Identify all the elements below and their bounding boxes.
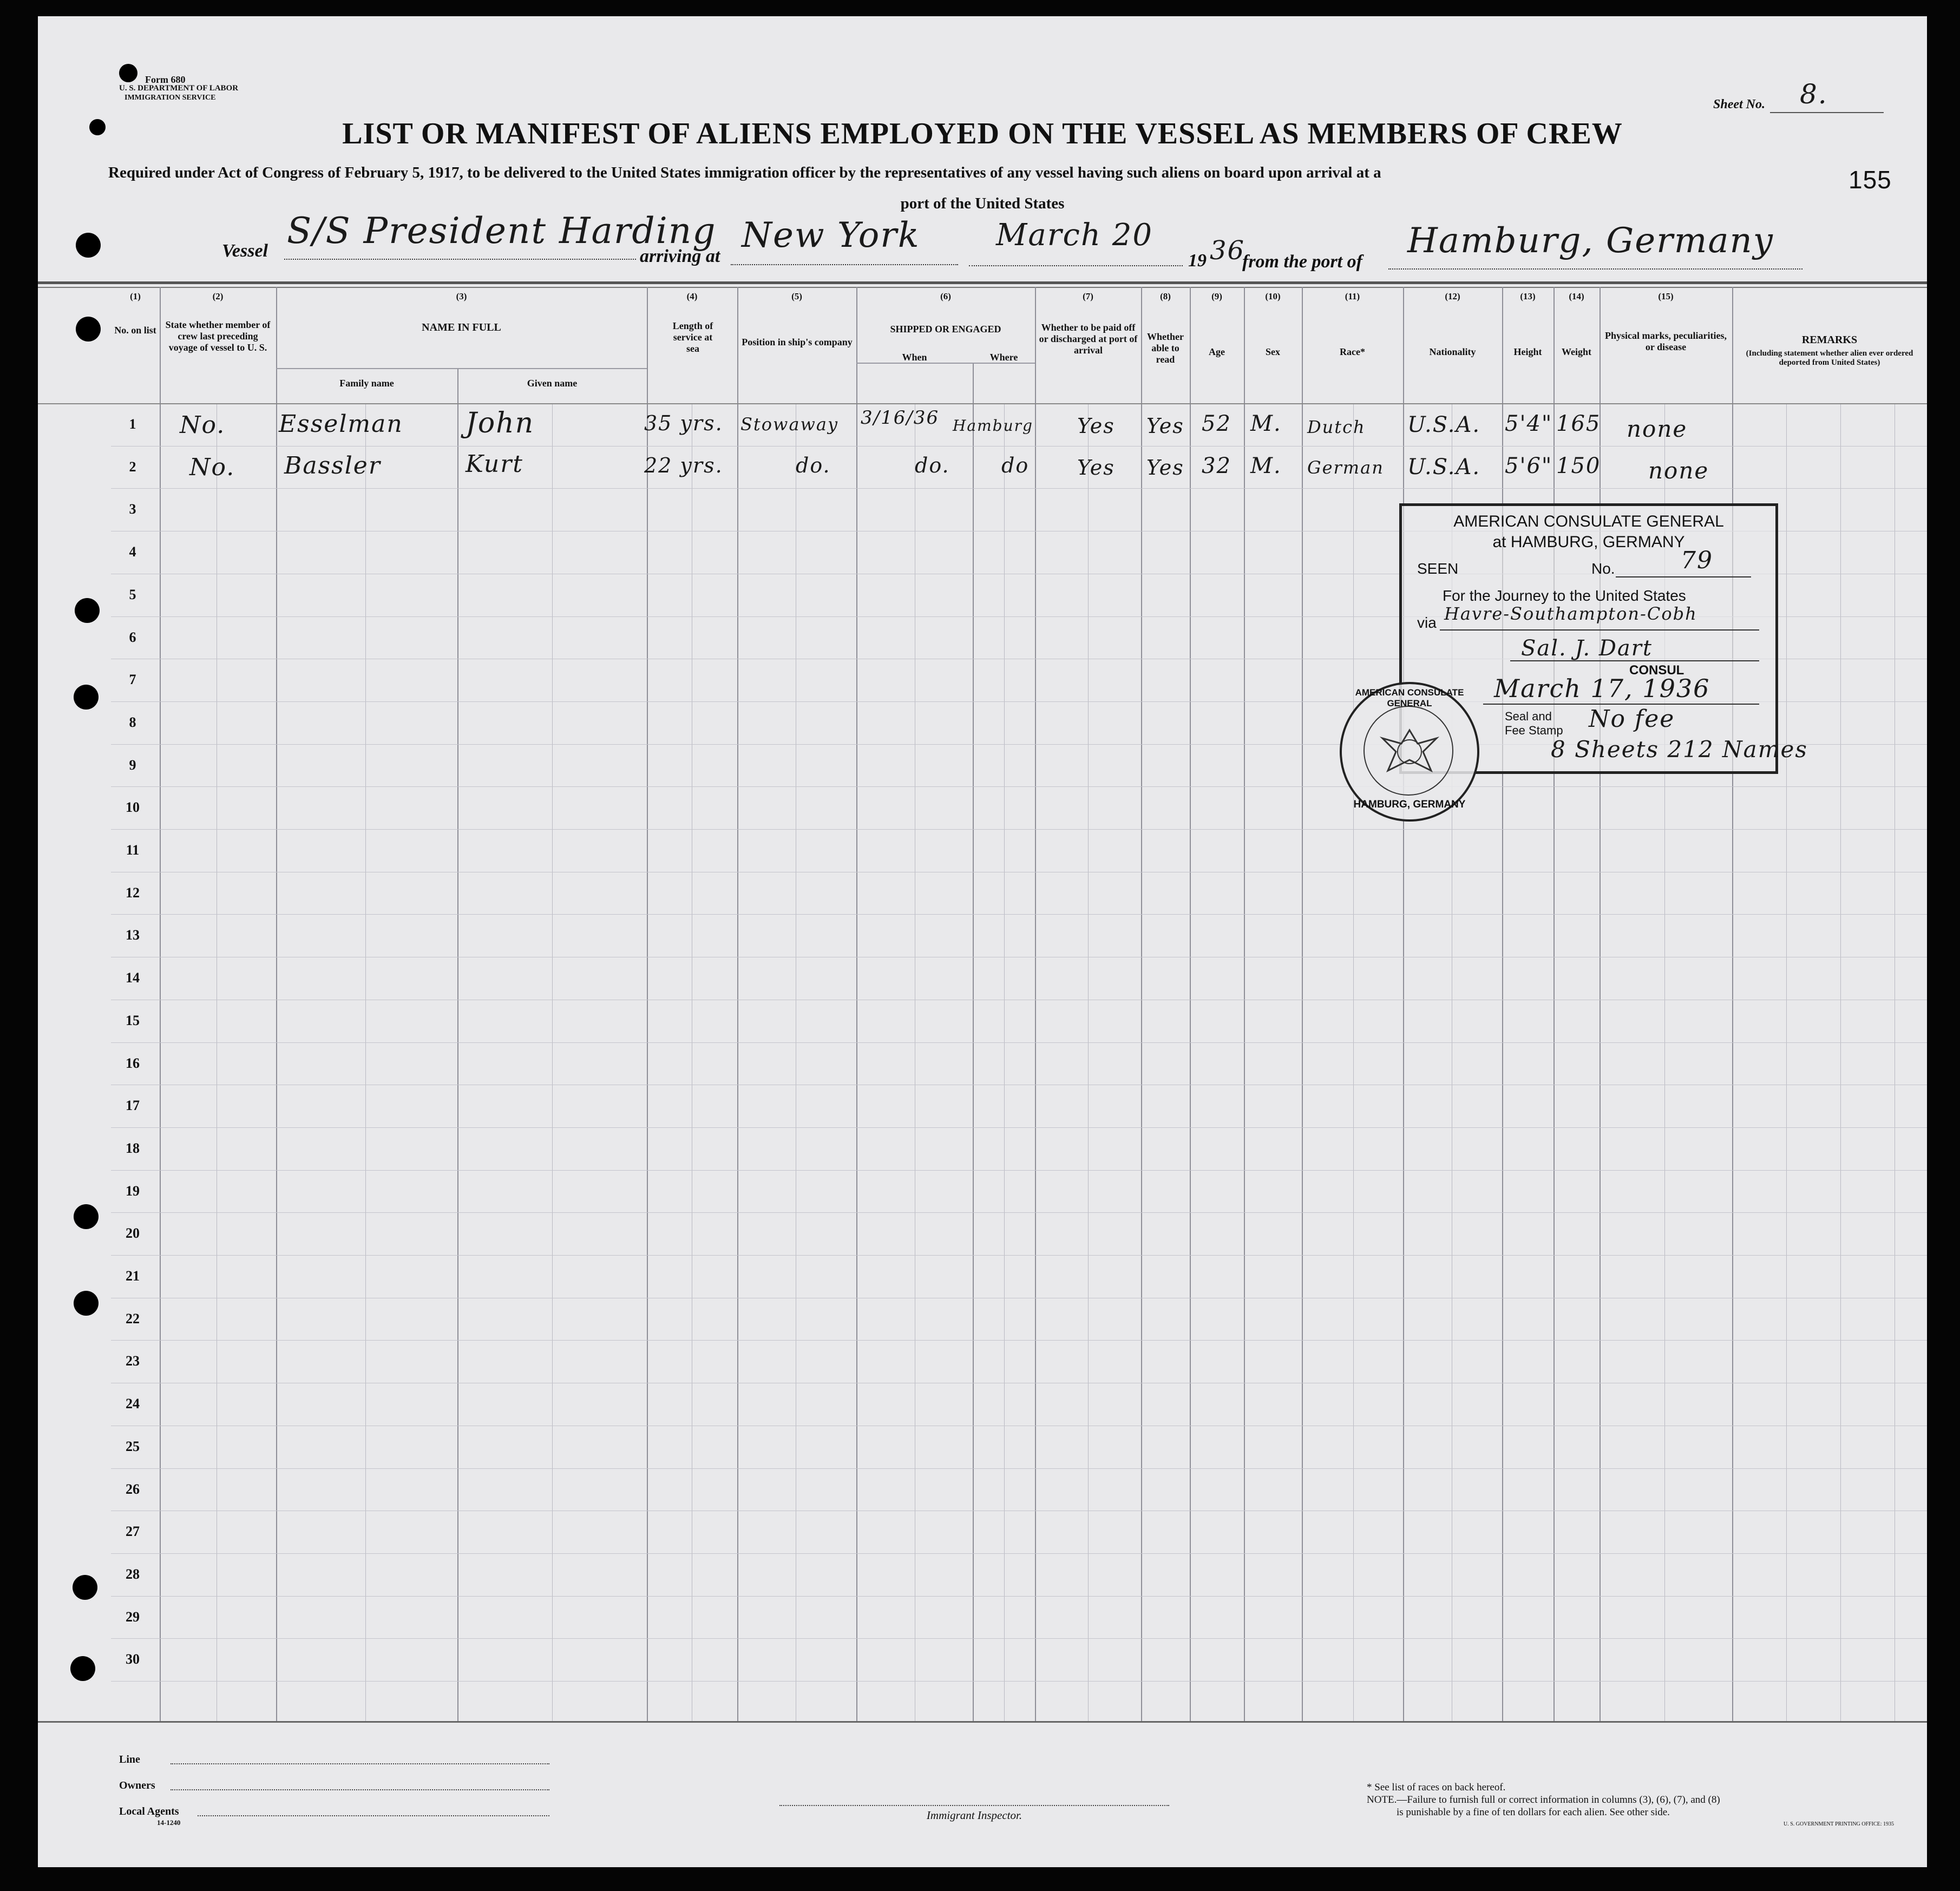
col-num-14: (14) <box>1569 291 1584 301</box>
row-number: 22 <box>126 1310 140 1327</box>
nationality-cell: U.S.A. <box>1407 455 1481 480</box>
col-header-marks: Physical marks, peculiarities, or disease <box>1605 330 1727 352</box>
given-name-cell: Kurt <box>466 450 523 478</box>
arrival-port: New York <box>742 215 920 255</box>
row-number: 19 <box>126 1183 140 1199</box>
table-top-rule-2 <box>38 287 1927 288</box>
service-cell: 22 yrs. <box>644 454 723 477</box>
race-note: * See list of races on back hereof. <box>1367 1782 1506 1793</box>
footer-agents-label: Local Agents <box>119 1805 179 1817</box>
seal-text-bottom: HAMBURG, GERMANY <box>1353 799 1466 810</box>
col-header-nationality: Nationality <box>1429 346 1476 357</box>
read-cell: Yes <box>1146 456 1184 480</box>
arrival-date: March 20 <box>996 218 1153 253</box>
footer-line-field <box>171 1763 549 1764</box>
age-cell: 32 <box>1202 454 1231 478</box>
height-cell: 5'4" <box>1505 411 1553 436</box>
col-header-remarks-note: (Including statement whether alien ever ordered deported from United States) <box>1746 349 1913 367</box>
col-header-family: Family name <box>339 378 394 389</box>
row-number: 21 <box>126 1268 140 1284</box>
from-label: from the port of <box>1242 252 1362 272</box>
col-num-15: (15) <box>1658 291 1674 301</box>
row-number: 5 <box>129 586 136 602</box>
punch-hole <box>74 685 99 710</box>
col-header-height: Height <box>1513 346 1542 357</box>
row-number: 3 <box>129 501 136 517</box>
row-number: 16 <box>126 1055 140 1071</box>
position-cell: Stowaway <box>740 414 839 435</box>
punch-hole <box>119 64 137 82</box>
row-rule <box>111 829 1927 830</box>
row-number: 27 <box>126 1524 140 1540</box>
row-rule <box>111 1212 1927 1213</box>
arriving-field <box>731 264 958 265</box>
col-line <box>276 287 277 1721</box>
sex-cell: M. <box>1250 454 1282 478</box>
grid-line <box>365 403 366 1721</box>
prev-voyage-cell: No. <box>180 411 226 439</box>
form-number: Form 680 <box>145 74 186 85</box>
service-name: IMMIGRATION SERVICE <box>124 94 216 102</box>
row-rule <box>111 1638 1927 1639</box>
col-num-4: (4) <box>686 291 698 301</box>
stamp-seal-label: Seal and Fee Stamp <box>1505 710 1563 737</box>
stamp-title: AMERICAN CONSULATE GENERAL <box>1453 513 1724 530</box>
row-number: 8 <box>129 714 136 730</box>
col-header-where: Where <box>989 352 1018 363</box>
paid-off-cell: Yes <box>1077 456 1115 480</box>
stamp-via-label: via <box>1417 614 1437 631</box>
row-number: 20 <box>126 1225 140 1242</box>
row-number: 4 <box>129 544 136 560</box>
row-rule <box>111 446 1927 447</box>
from-field <box>1388 268 1802 270</box>
row-rule <box>111 1127 1927 1128</box>
grid-line <box>552 403 553 1721</box>
row-number: 25 <box>126 1438 140 1454</box>
when-cell: 3/16/36 <box>861 407 940 429</box>
punch-hole <box>76 233 101 258</box>
footer-agents-field <box>198 1815 549 1816</box>
col-header-position: Position in ship's company <box>742 337 853 347</box>
row-number: 11 <box>126 842 140 858</box>
grid-line <box>1840 403 1841 1721</box>
table-top-rule <box>38 281 1927 284</box>
col-num-10: (10) <box>1265 291 1281 301</box>
col-header-race: Race* <box>1340 346 1365 357</box>
row-number: 6 <box>129 629 136 645</box>
row-number: 2 <box>129 458 136 475</box>
col-num-2: (2) <box>212 291 224 301</box>
row-rule <box>111 1170 1927 1171</box>
penalty-note: NOTE.—Failure to furnish full or correct information in columns (3), (6), (7), and (8) <box>1367 1794 1720 1805</box>
col-header-no: No. on list <box>114 325 156 336</box>
punch-hole <box>74 1204 99 1229</box>
col-num-1: (1) <box>130 291 141 301</box>
row-number: 9 <box>129 757 136 773</box>
service-cell: 35 yrs. <box>644 411 723 435</box>
col-line <box>160 287 161 1721</box>
col-header-service: Length of service at sea <box>672 320 713 354</box>
nationality-cell: U.S.A. <box>1407 412 1481 437</box>
stamp-journey: For the Journey to the United States <box>1443 587 1686 604</box>
row-number: 18 <box>126 1140 140 1156</box>
header-bottom-rule <box>38 403 1927 404</box>
col-num-13: (13) <box>1520 291 1536 301</box>
given-name-cell: John <box>466 407 535 439</box>
row-rule <box>111 786 1927 787</box>
row-rule <box>111 1596 1927 1597</box>
punch-hole <box>70 1656 95 1681</box>
row-number: 14 <box>126 970 140 986</box>
stamp-no-field <box>1616 576 1751 577</box>
row-number: 28 <box>126 1566 140 1582</box>
stamp-consul: CONSUL <box>1629 663 1684 678</box>
punch-hole <box>76 317 101 342</box>
manifest-sheet <box>38 16 1927 1867</box>
stamp-sheets: 8 Sheets 212 Names <box>1551 736 1808 763</box>
paid-off-cell: Yes <box>1077 414 1115 438</box>
where-cell: Hamburg <box>953 417 1033 435</box>
row-number: 30 <box>126 1651 140 1667</box>
marks-cell: none <box>1627 416 1688 442</box>
footer-owners-field <box>171 1789 549 1790</box>
seal-text-top: AMERICAN CONSULATE GENERAL <box>1355 687 1464 708</box>
col-header-age: Age <box>1209 346 1225 357</box>
footer-agents-code: 14-1240 <box>157 1818 181 1827</box>
row-rule <box>111 1468 1927 1469</box>
grid-line <box>1088 403 1089 1721</box>
race-cell: German <box>1307 457 1384 478</box>
row-rule <box>111 1681 1927 1682</box>
family-name-cell: Esselman <box>279 410 403 438</box>
row-rule <box>111 488 1927 489</box>
family-name-cell: Bassler <box>284 452 381 480</box>
row-number: 15 <box>126 1012 140 1028</box>
inspector-label: Immigrant Inspector. <box>926 1809 1022 1822</box>
col-header-name: NAME IN FULL <box>422 321 501 333</box>
weight-cell: 150 <box>1556 454 1601 478</box>
col-header-weight: Weight <box>1561 346 1591 357</box>
marks-cell: none <box>1648 457 1709 484</box>
col-num-7: (7) <box>1083 291 1093 301</box>
col-num-11: (11) <box>1345 291 1360 301</box>
col-line <box>856 287 857 1721</box>
footer-line-label: Line <box>119 1754 140 1765</box>
col-num-6: (6) <box>940 291 951 301</box>
col-header-sex: Sex <box>1266 346 1280 357</box>
stamp-via: Havre-Southampton-Cobh <box>1444 603 1697 624</box>
col-line <box>1553 287 1555 1721</box>
punch-hole <box>74 1291 99 1316</box>
row-rule <box>111 1255 1927 1256</box>
col-line <box>737 287 738 1721</box>
col-header-paid-off: Whether to be paid off or discharged at port of arrival <box>1039 322 1138 356</box>
col-num-9: (9) <box>1211 291 1222 301</box>
arrival-year: 36 <box>1210 235 1246 266</box>
sheet-number: 8. <box>1800 78 1828 110</box>
grid-line <box>1004 403 1005 1721</box>
row-number: 26 <box>126 1481 140 1497</box>
stamp-no-label: No. <box>1591 560 1615 577</box>
penalty-note-2: is punishable by a fine of ten dollars for each alien. See other side. <box>1397 1807 1670 1818</box>
departure-port: Hamburg, Germany <box>1407 221 1774 261</box>
col-header-read: Whether able to read <box>1147 331 1184 365</box>
col-line <box>1502 287 1503 1721</box>
col-line <box>647 287 648 1721</box>
row-rule <box>111 1042 1927 1043</box>
height-cell: 5'6" <box>1505 454 1553 478</box>
consulate-seal <box>1340 682 1479 822</box>
stamp-fee: No fee <box>1589 705 1675 733</box>
row-rule <box>111 1553 1927 1554</box>
col-line <box>1035 287 1036 1721</box>
vessel-name: S/S President Harding <box>287 210 717 252</box>
age-cell: 52 <box>1202 411 1231 436</box>
when-cell: do. <box>915 454 950 477</box>
department-name: U. S. DEPARTMENT OF LABOR <box>119 84 239 93</box>
row-number: 1 <box>129 416 136 432</box>
col-header-prev-voyage: State whether member of crew last preceding voyage of vessel to U. S. <box>165 319 271 353</box>
row-rule <box>111 1340 1927 1341</box>
col-line <box>457 368 458 1721</box>
stamped-number: 155 <box>1848 166 1892 194</box>
act-statement: Required under Act of Congress of February 5, 1917, to be delivered to the United States immigration officer by the representatives of any vessel having such aliens on board upon arrival at a <box>108 164 1381 181</box>
col-line <box>1141 287 1142 1721</box>
row-number: 12 <box>126 884 140 901</box>
printer-imprint: U. S. GOVERNMENT PRINTING OFFICE: 1935 <box>1784 1821 1894 1827</box>
prev-voyage-cell: No. <box>189 454 235 481</box>
stamp-via-field <box>1440 629 1759 631</box>
stamp-date-field <box>1483 704 1759 705</box>
col-line <box>1732 287 1733 1721</box>
stamp-signature: Sal. J. Dart <box>1521 636 1653 661</box>
manifest-title: LIST OR MANIFEST OF ALIENS EMPLOYED ON THE VESSEL AS MEMBERS OF CREW <box>342 117 1623 150</box>
sex-cell: M. <box>1250 411 1282 436</box>
col-header-when: When <box>902 352 927 363</box>
col-num-5: (5) <box>791 291 802 301</box>
read-cell: Yes <box>1146 414 1184 438</box>
name-header-rule <box>276 368 647 369</box>
year-prefix: 19 <box>1188 251 1207 271</box>
position-cell: do. <box>796 454 831 477</box>
act-statement-2: port of the United States <box>900 195 1065 212</box>
stamp-seen: SEEN <box>1417 560 1459 577</box>
col-header-shipped: SHIPPED OR ENGAGED <box>890 324 1001 334</box>
col-header-remarks: REMARKS <box>1801 334 1858 346</box>
vessel-field <box>284 259 636 260</box>
row-number: 10 <box>126 799 140 816</box>
inspector-signature-field <box>779 1805 1169 1806</box>
col-line <box>1190 287 1191 1721</box>
date-field <box>969 265 1183 266</box>
col-line <box>1403 287 1404 1721</box>
vessel-label: Vessel <box>222 241 268 261</box>
row-number: 23 <box>126 1353 140 1369</box>
row-number: 17 <box>126 1098 140 1114</box>
stamp-number: 79 <box>1681 547 1713 574</box>
row-number: 7 <box>129 672 136 688</box>
arriving-label: arriving at <box>640 246 720 266</box>
race-cell: Dutch <box>1307 417 1366 437</box>
row-rule <box>111 914 1927 915</box>
col-num-8: (8) <box>1160 291 1171 301</box>
grid-line <box>1786 403 1787 1721</box>
col-line <box>1600 287 1601 1721</box>
where-cell: do <box>1001 454 1030 477</box>
stamp-date: March 17, 1936 <box>1494 674 1710 703</box>
col-line <box>1302 287 1303 1721</box>
row-number: 13 <box>126 927 140 943</box>
sheet-label: Sheet No. <box>1713 97 1765 111</box>
col-header-given: Given name <box>527 378 578 389</box>
col-num-3: (3) <box>456 291 467 301</box>
row-number: 29 <box>126 1608 140 1625</box>
punch-hole <box>73 1575 97 1600</box>
sheet-field <box>1770 78 1884 113</box>
table-bottom-rule <box>38 1721 1927 1723</box>
col-num-12: (12) <box>1445 291 1460 301</box>
stamp-location: at HAMBURG, GERMANY <box>1492 533 1685 551</box>
row-number: 24 <box>126 1396 140 1412</box>
punch-hole <box>75 598 100 623</box>
footer-owners-label: Owners <box>119 1780 155 1791</box>
grid-line <box>1353 403 1354 1721</box>
weight-cell: 165 <box>1556 411 1601 436</box>
col-line <box>1244 287 1245 1721</box>
